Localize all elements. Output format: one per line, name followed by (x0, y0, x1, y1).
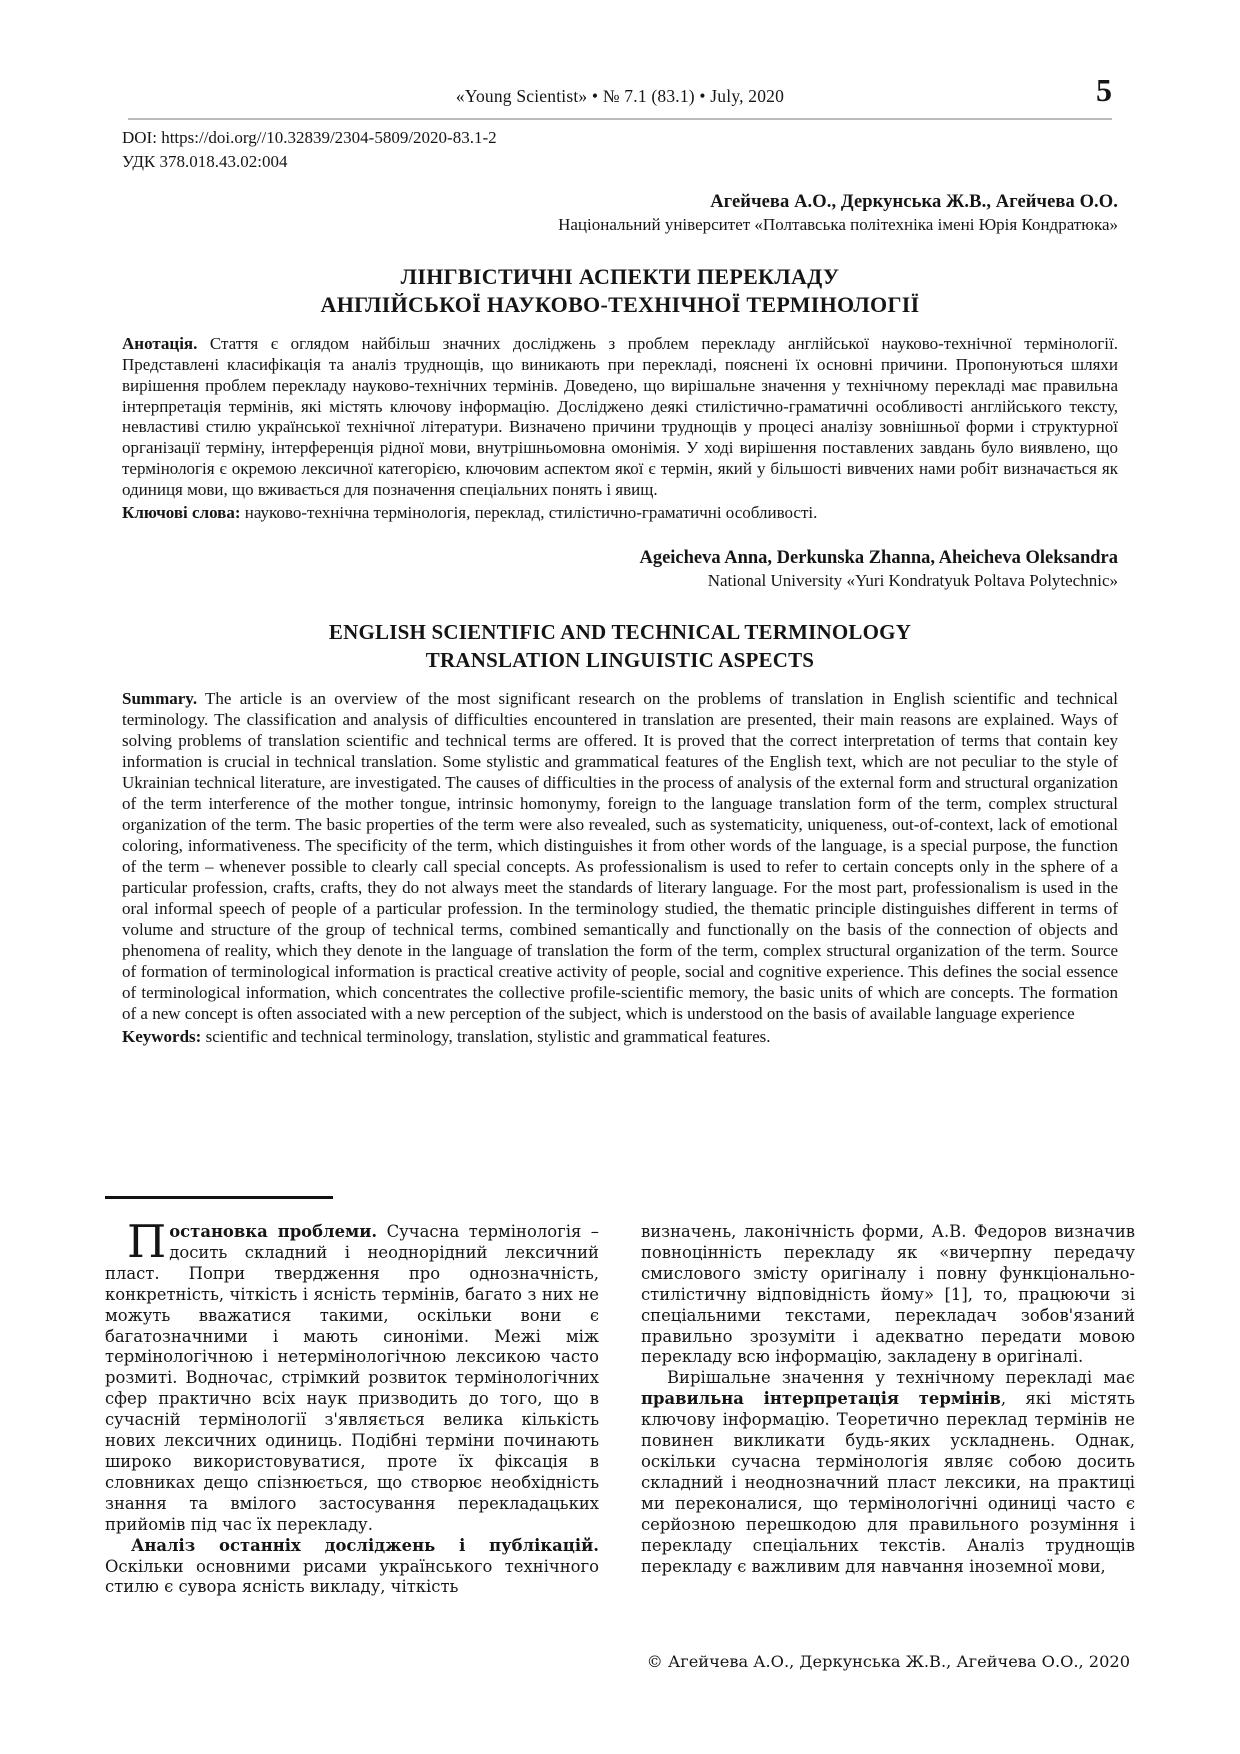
abstract-ukrainian-text: Стаття є оглядом найбільш значних досліджень з проблем перекладу англійської науково-технічної термінології. Представлені класифікація та аналіз труднощів, що виникають при перекладі, пояснені їх основні причини. Пропонуються шляхи вирішення проблем перекладу науково-технічних термінів. Доведено, що вирішальне значення у технічному перекладі має правильна інтерпретація термінів, які містять ключову інформацію. Досліджено деякі стилістично-граматичні особливості англійського тексту, невластиві стилю української технічної літератури. Визначено причини труднощів у процесі аналізу зовнішньої форми і структурної організації терміну, інтерференція рідної мови, внутрішньомовна омонімія. У ході вирішення поставлених завдань було виявлено, що термінологія є окремою лексичної категорією, ключовим аспектом якої є термін, який у більшості вивчених нами робіт визначається як одиниця мови, що вживається для позначення спеціальних понять і явищ. (122, 333, 1118, 500)
abstract-ukrainian-label: Анотація. (122, 333, 198, 353)
body-paragraph-term-interpretation (641, 1368, 1135, 1577)
body-text-literature-review: Оскільки основними рисами українського технічного стилю є сувора ясність викладу, чіткість (105, 1556, 599, 1597)
keywords-ukrainian-label: Ключові слова: (122, 503, 241, 523)
drop-cap: П (127, 1222, 167, 1268)
body-text-problem-statement: Сучасна термінологія – досить складний і неоднорідний лексичний пласт. Попри твердження про однозначність, конкретність, чіткість і ясність термінів, багато з них не можуть вважатися такими, оскільки вони є багатозначними і мають синоніми. Межі між термінологічною і нетермінологічною лексикою часто розмиті. Водночас, стрімкий розвиток термінологічних сфер практично всіх наук призводить до того, що в сучасній термінології з'являється велика кількість нових лексичних одиниць. Подібні терміни починають широко використовуватися, проте їх фіксація в словниках дещо спізнюється, що створює необхідність знання та вмілого застосування перекладацьких прийомів під час їх перекладу. (105, 1222, 599, 1534)
abstract-ukrainian (122, 334, 1118, 502)
title-ukrainian-line-1: ЛІНГВІСТИЧНІ АСПЕКТИ ПЕРЕКЛАДУ (400, 264, 840, 290)
summary-english (122, 689, 1118, 1025)
title-english-line-1: ENGLISH SCIENTIFIC AND TECHNICAL TERMINOLOGY (328, 620, 912, 645)
body-column-right (641, 1222, 1135, 1622)
affiliation-ukrainian: Національний університет «Полтавська політехніка імені Юрія Кондратюка» (558, 215, 1118, 235)
footer-copyright: © Агейчева А.О., Деркунська Ж.В., Агейчева О.О., 2020 (646, 1652, 1130, 1671)
title-ukrainian-line-2: АНГЛІЙСЬКОЇ НАУКОВО-ТЕХНІЧНОЇ ТЕРМІНОЛОГІЇ (320, 292, 920, 318)
body-text-term-post: , які містять ключову інформацію. Теоретично переклад термінів не повинен викликати будь-яких ускладнень. Однак, оскільки сучасна термінологія являє собою досить складний і неоднозначний пласт лексики, на практиці ми переконалися, що термінологічні одиниці часто є серйозною перешкодою для правильного розуміння і перекладу спеціальних текстів. Аналіз труднощів перекладу є важливим для навчання іноземної мови, (641, 1389, 1135, 1576)
page-number: 5 (1096, 72, 1112, 108)
front-matter (122, 126, 1118, 1048)
heading-problem-statement: остановка проблеми. (169, 1222, 378, 1241)
summary-english-text: The article is an overview of the most significant research on the problems of translation in English scientific and technical terminology. The classification and analysis of difficulties encountered in translation are presented, their main reasons are explained. Ways of solving problems of translation scientific and technical terms are offered. It is proved that the correct interpretation of terms that contain key information is crucial in technical translation. Some stylistic and grammatical features of the English text, which are not peculiar to the style of Ukrainian technical literature, are investigated. The causes of difficulties in the process of analysis of the external form and structural organization of the term interference of the mother tongue, intrinsic homonymy, foreign to the language translation form of the term, complex structural organization of the term. The basic properties of the term were also revealed, such as systematicity, uniqueness, out-of-context, lack of emotional coloring, informativeness. The specificity of the term, which distinguishes it from other words of the language, is a special purpose, the function of the term – whenever possible to clearly call special concepts. As professionalism is used to refer to certain concepts only in the sphere of a particular profession, crafts, crafts, they do not always meet the standards of literary language. For the most part, professionalism is used in the oral informal speech of people of a particular profession. In the terminology studied, the thematic principle distinguishes different in terms of volume and structure of the group of technical terms, combined semantically and functionally on the basis of the connection of objects and phenomena of reality, which they denote in the language of translation the form of the term, complex structural organization of the term. Source of formation of terminological information is practical creative activity of people, social and cognitive experience. This defines the social essence of terminological information, which concentrates the collective profile-scientific memory, the basic units of which are concepts. The formation of a new concept is often associated with a new perception of the subject, which is understood on the basis of available language experience (122, 688, 1118, 1023)
keywords-english-text: scientific and technical terminology, translation, stylistic and grammatical features. (201, 1026, 771, 1046)
body-separator-rule (105, 1196, 333, 1199)
keywords-english-label: Keywords: (122, 1026, 202, 1046)
body-text-term-pre: Вирішальне значення у технічному перекладі має (667, 1368, 1135, 1388)
body-paragraph-literature-review (105, 1536, 599, 1599)
title-ukrainian (122, 263, 1118, 319)
body-columns (105, 1222, 1135, 1622)
keywords-english (122, 1027, 1118, 1048)
running-head-title: «Young Scientist» • № 7.1 (83.1) • July, 2020 (455, 86, 785, 106)
title-english (122, 619, 1118, 674)
summary-english-label: Summary. (122, 688, 198, 708)
body-column-left (105, 1222, 599, 1622)
heading-literature-review: Аналіз останніх досліджень і публікацій. (131, 1535, 599, 1555)
header-divider (128, 118, 1112, 120)
emphasis-correct-interpretation: правильна інтерпретація термінів (641, 1389, 1001, 1409)
udk-line: УДК 378.018.43.02:004 (122, 152, 288, 172)
authors-ukrainian: Агейчева А.О., Деркунська Ж.В., Агейчева О.О. (710, 192, 1118, 213)
running-head (128, 72, 1112, 122)
authors-english: Ageicheva Anna, Derkunska Zhanna, Aheicheva Oleksandra (639, 548, 1118, 569)
doi-line[interactable]: DOI: https://doi.org//10.32839/2304-5809/2020-83.1-2 (122, 128, 497, 147)
keywords-ukrainian (122, 503, 1118, 524)
body-paragraph-continuation: визначень, лаконічність форми, А.В. Федоров визначив повноцінність перекладу як «вичерпну передачу смислового змісту оригіналу і повну функціонально-стилістичну відповідність йому» [1], то, працюючи зі спеціальними текстами, перекладач зобов'язаний правильно зрозуміти і адекватно передати мовою перекладу всю інформацію, закладену в оригіналі. (641, 1222, 1135, 1367)
body-paragraph-problem-statement (105, 1222, 599, 1536)
keywords-ukrainian-text: науково-технічна термінологія, переклад, стилістично-граматичні особливості. (240, 503, 818, 523)
affiliation-english: National University «Yuri Kondratyuk Poltava Polytechnic» (707, 571, 1118, 591)
title-english-line-2: TRANSLATION LINGUISTIC ASPECTS (425, 648, 815, 673)
